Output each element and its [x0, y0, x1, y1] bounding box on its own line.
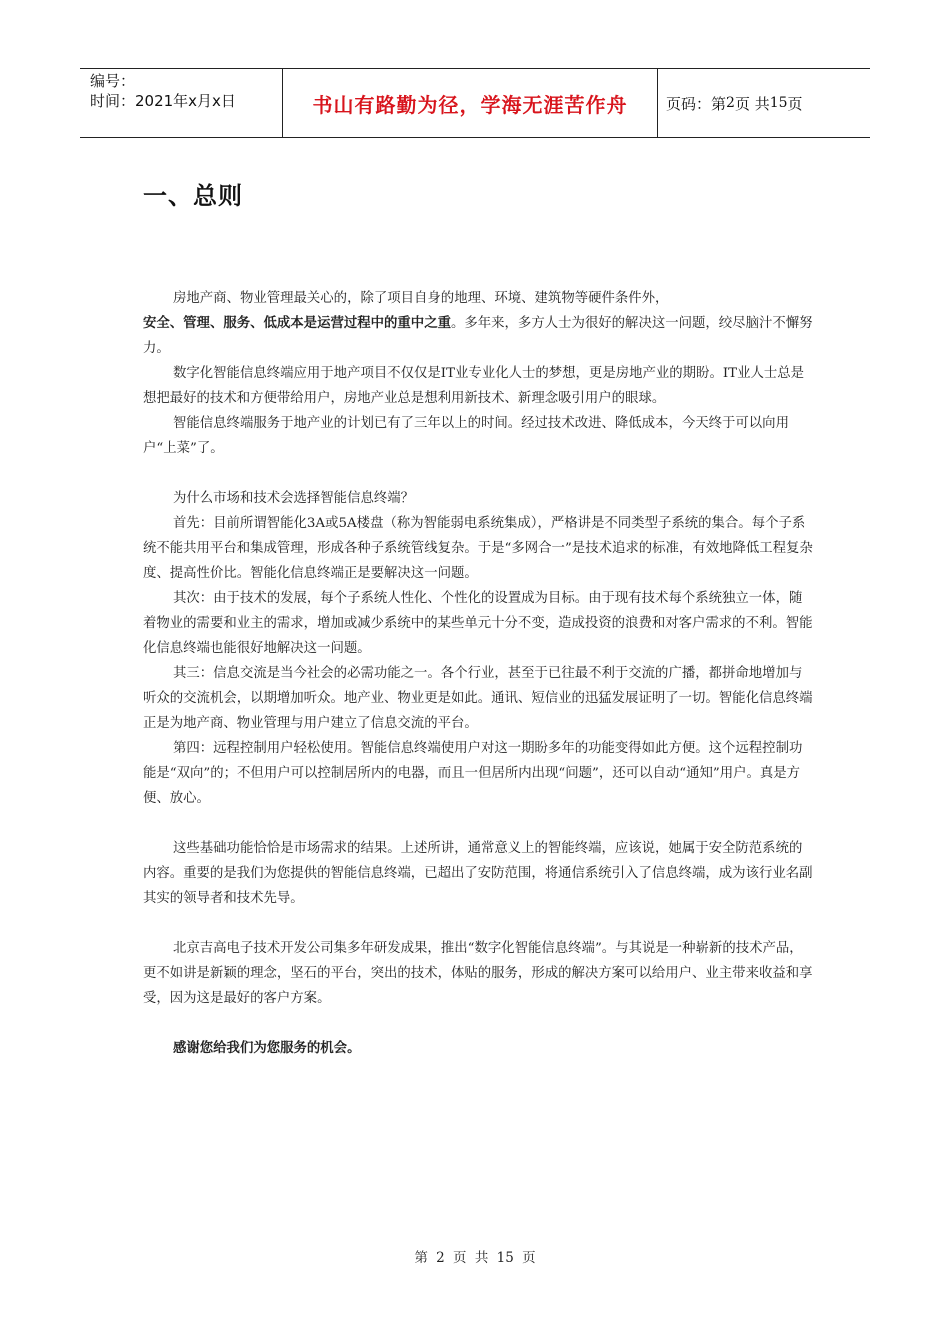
document-body — [143, 286, 813, 1061]
document-number-label: 编号： — [90, 72, 136, 90]
paragraph-5: 首先：目前所谓智能化3A或5A楼盘（称为智能弱电系统集成），严格讲是不同类型子系统的集合。每个子系统不能共用平台和集成管理，形成各种子系统管线复杂。于是“多网合一”是技术追求的标准，有效地降低工程复杂度、提高性价比。智能化信息终端正是要解决这一问题。 — [143, 516, 813, 581]
paragraph-4: 为什么市场和技术会选择智能信息终端？ — [173, 491, 415, 506]
paragraph-6: 其次：由于技术的发展，每个子系统人性化、个性化的设置成为目标。由于现有技术每个系统独立一体，随着物业的需要和业主的需求，增加或减少系统中的某些单元十分不变，造成投资的浪费和对客户需求的不利。智能化信息终端也能很好地解决这一问题。 — [143, 591, 813, 656]
header-page-info — [658, 69, 870, 137]
paragraph-7: 其三：信息交流是当今社会的必需功能之一。各个行业，甚至于已往最不利于交流的广播，都拼命地增加与听众的交流机会，以期增加听众。地产业、物业更是如此。通讯、短信业的迅猛发展证明了一切。智能化信息终端正是为地产商、物业管理与用户建立了信息交流的平台。 — [143, 666, 813, 731]
page-total: 15 — [769, 95, 788, 111]
page-header — [80, 68, 870, 138]
page-end-label: 页 — [787, 94, 803, 113]
paragraph-1-emphasis: 安全、管理、服务、低成本是运营过程中的重中之重 — [143, 316, 451, 331]
closing-thanks: 感谢您给我们为您服务的机会。 — [173, 1041, 361, 1056]
paragraph-3: 智能信息终端服务于地产业的计划已有了三年以上的时间。经过技术改进、降低成本，今天终于可以向用户“上菜”了。 — [143, 416, 789, 456]
page-mid-label: 页 共 — [734, 94, 770, 113]
section-title: 一、总则 — [143, 182, 243, 210]
header-meta — [80, 69, 282, 137]
paragraph-8: 第四：远程控制用户轻松使用。智能信息终端使用户对这一期盼多年的功能变得如此方便。这个远程控制功能是“双向”的；不但用户可以控制居所内的电器，而且一但居所内出现“问题”，还可以自动“通知”用户。真是方便、放心。 — [143, 741, 803, 806]
paragraph-2: 数字化智能信息终端应用于地产项目不仅仅是IT业专业化人士的梦想，更是房地产业的期盼。IT业人士总是想把最好的技术和方便带给用户，房地产业总是想利用新技术、新理念吸引用户的眼球。 — [143, 366, 805, 406]
page-footer: 第 2 页 共 15 页 — [414, 1250, 536, 1266]
document-time-label: 时间：2021年x月x日 — [90, 92, 236, 110]
paragraph-1-intro: 房地产商、物业管理最关心的，除了项目自身的地理、环境、建筑物等硬件条件外， — [173, 291, 669, 306]
paragraph-1-rest: 。多年来，多方人士为很好的解决这一问题，绞尽脑汁不懈努力。 — [143, 316, 813, 356]
paragraph-9: 这些基础功能恰恰是市场需求的结果。上述所讲，通常意义上的智能终端，应该说，她属于安全防范系统的内容。重要的是我们为您提供的智能信息终端，已超出了安防范围，将通信系统引入了信息终端，成为该行业名副其实的领导者和技术先导。 — [143, 841, 813, 906]
paragraph-10: 北京吉高电子技术开发公司集多年研发成果，推出“数字化智能信息终端”。与其说是一种崭新的技术产品，更不如讲是新颖的理念，坚石的平台，突出的技术，体贴的服务，形成的解决方案可以给用户、业主带来收益和享受，因为这是最好的客户方案。 — [143, 941, 813, 1006]
page-current: 2 — [726, 95, 735, 111]
paragraph-1 — [143, 286, 813, 361]
page-label: 页码：第 — [666, 94, 727, 113]
header-motto: 书山有路勤为径，学海无涯苦作舟 — [282, 69, 658, 137]
